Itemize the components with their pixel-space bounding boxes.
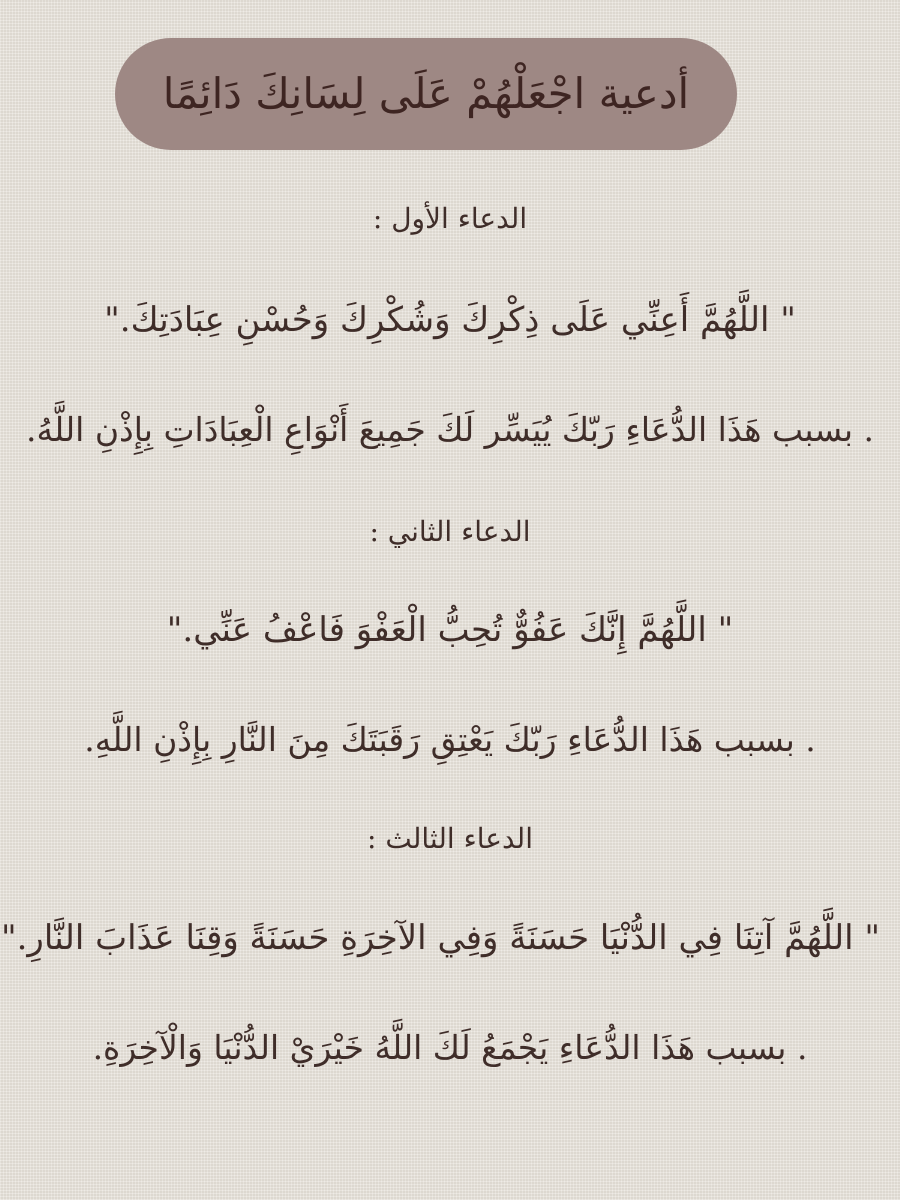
dua-3-heading: الدعاء الثالث : [367, 822, 533, 855]
dua-2-benefit: . بسبب هَذَا الدُّعَاءِ رَبّكَ يَعْتِقِ رَقَبَتَكَ مِنَ النَّارِ بِإِذْنِ اللَّهِ. [84, 720, 816, 759]
dua-3-text: " اللَّهُمَّ آتِنَا فِي الدُّنْيَا حَسَنَةً وَفِي الآخِرَةِ حَسَنَةً وَقِنَا عَذَابَ النَّارِ." [0, 918, 880, 958]
title-banner [115, 38, 737, 150]
dua-2-heading: الدعاء الثاني : [369, 515, 531, 548]
dua-1-benefit: . بسبب هَذَا الدُّعَاءِ رَبّكَ يُيَسِّر لَكَ جَمِيعَ أَنْوَاعِ الْعِبَادَاتِ بِإِذْنِ اللَّهُ. [26, 410, 874, 449]
page-title: أدعية اجْعَلْهُمْ عَلَى لِسَانِكَ دَائِمًا [162, 69, 690, 118]
dua-2-text: " اللَّهُمَّ إِنَّكَ عَفُوٌّ تُحِبُّ الْعَفْوَ فَاعْفُ عَنِّي." [166, 610, 734, 650]
dua-1-heading: الدعاء الأول : [372, 202, 528, 235]
dua-1-text: " اللَّهُمَّ أَعِنِّي عَلَى ذِكْرِكَ وَشُكْرِكَ وَحُسْنِ عِبَادَتِكَ." [104, 300, 796, 340]
dua-3-benefit: . بسبب هَذَا الدُّعَاءِ يَجْمَعُ لَكَ اللَّهُ خَيْرَيْ الدُّنْيَا وَالْآخِرَةِ. [92, 1028, 808, 1067]
